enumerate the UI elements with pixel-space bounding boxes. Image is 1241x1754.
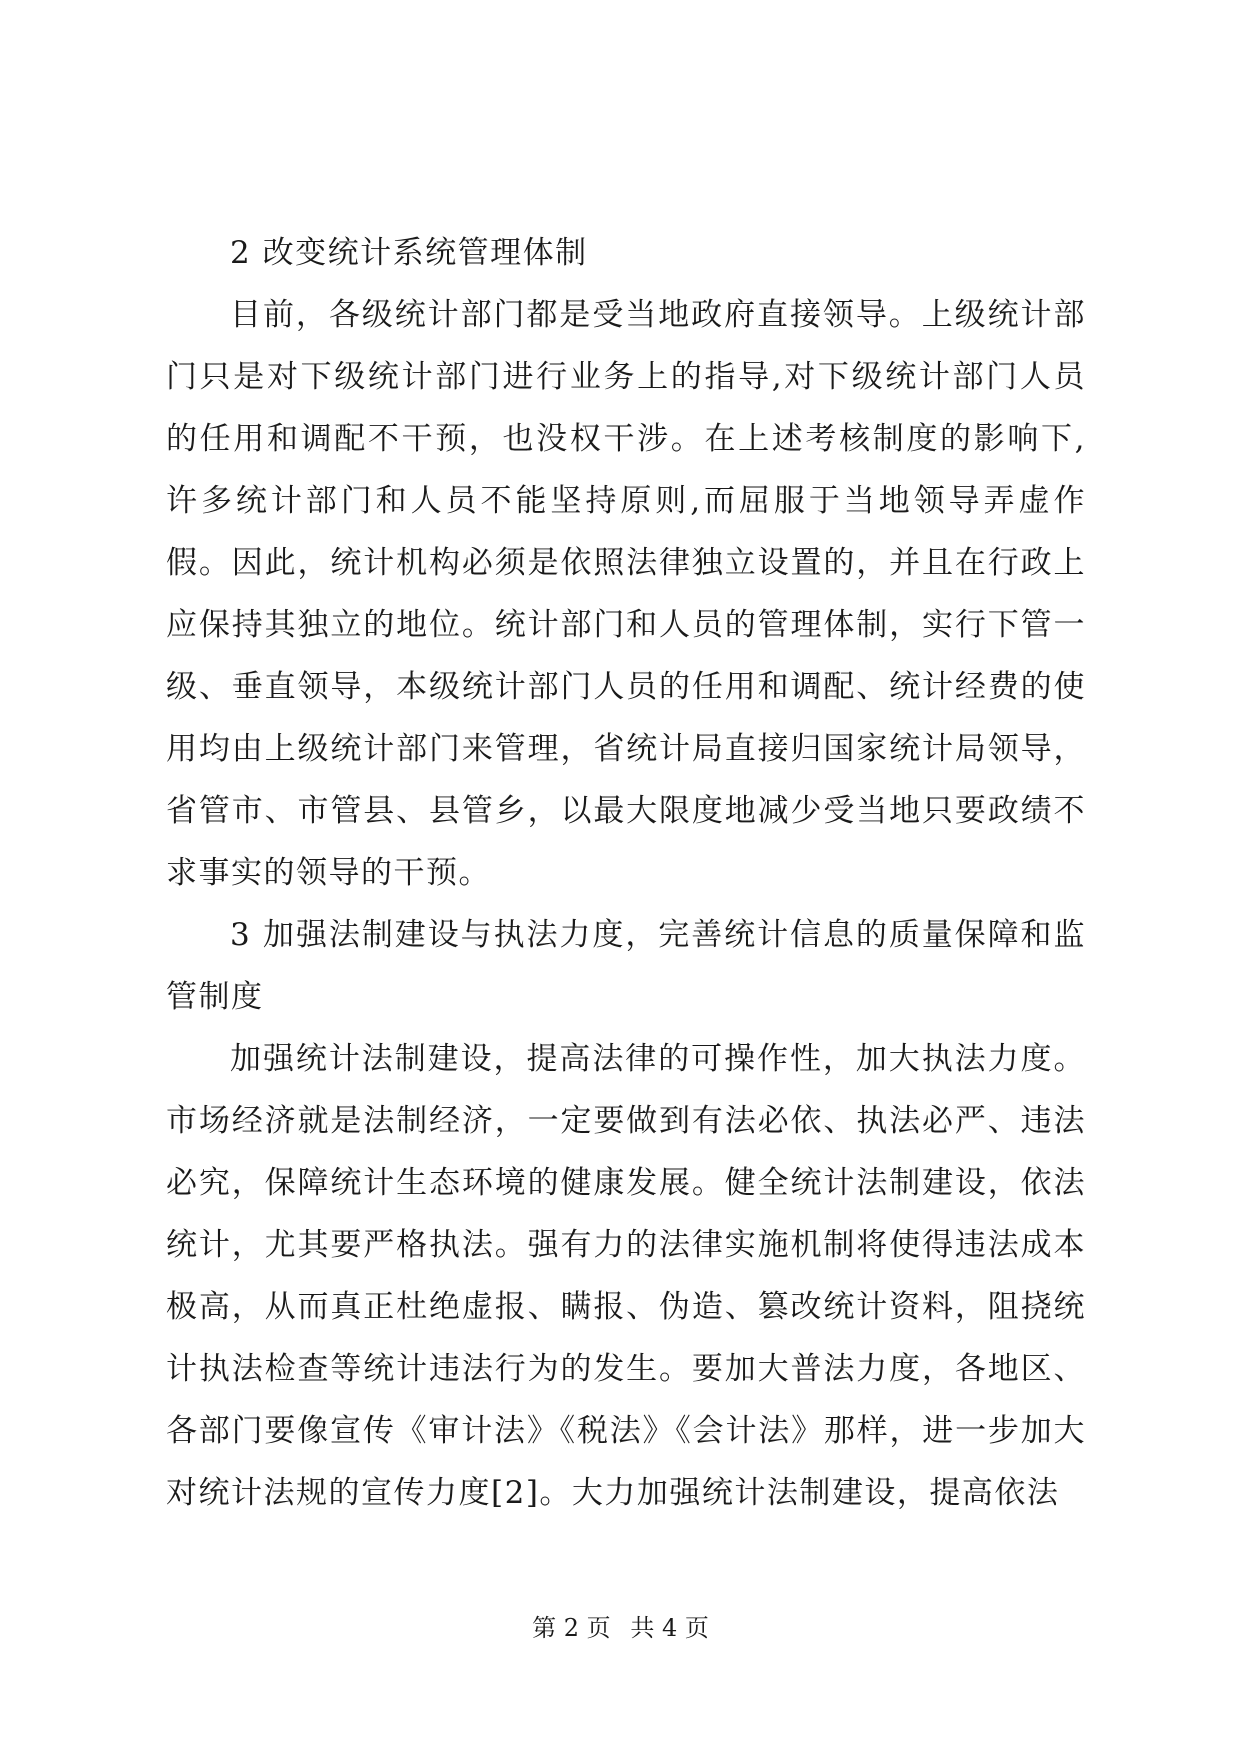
- page-number: 第 2 页: [532, 1614, 611, 1642]
- document-body: [166, 222, 1086, 1524]
- section-heading-3: 3 加强法制建设与执法力度，完善统计信息的质量保障和监管制度: [166, 917, 1086, 1015]
- body-paragraph: 目前，各级统计部门都是受当地政府直接领导。上级统计部门只是对下级统计部门进行业务上的指导,对下级统计部门人员的任用和调配不干预，也没权干涉。在上述考核制度的影响下,许多统计部门和人员不能坚持原则,而屈服于当地领导弄虚作假。因此，统计机构必须是依照法律独立设置的，并且在行政上应保持其独立的地位。统计部门和人员的管理体制，实行下管一级、垂直领导，本级统计部门人员的任用和调配、统计经费的使用均由上级统计部门来管理，省统计局直接归国家统计局领导，省管市、市管县、县管乡，以最大限度地减少受当地只要政绩不求事实的领导的干预。: [166, 297, 1086, 891]
- section-heading-2: 2 改变统计系统管理体制: [230, 235, 588, 271]
- page-total: 共 4 页: [630, 1614, 709, 1642]
- body-paragraph: 加强统计法制建设，提高法律的可操作性，加大执法力度。市场经济就是法制经济，一定要做到有法必依、执法必严、违法必究，保障统计生态环境的健康发展。健全统计法制建设，依法统计，尤其要严格执法。强有力的法律实施机制将使得违法成本极高，从而真正杜绝虚报、瞒报、伪造、篡改统计资料，阻挠统计执法检查等统计违法行为的发生。要加大普法力度，各地区、各部门要像宣传《审计法》《税法》《会计法》那样，进一步加大对统计法规的宣传力度[2]。大力加强统计法制建设，提高依法: [166, 1041, 1086, 1511]
- page-footer: [0, 1612, 1241, 1644]
